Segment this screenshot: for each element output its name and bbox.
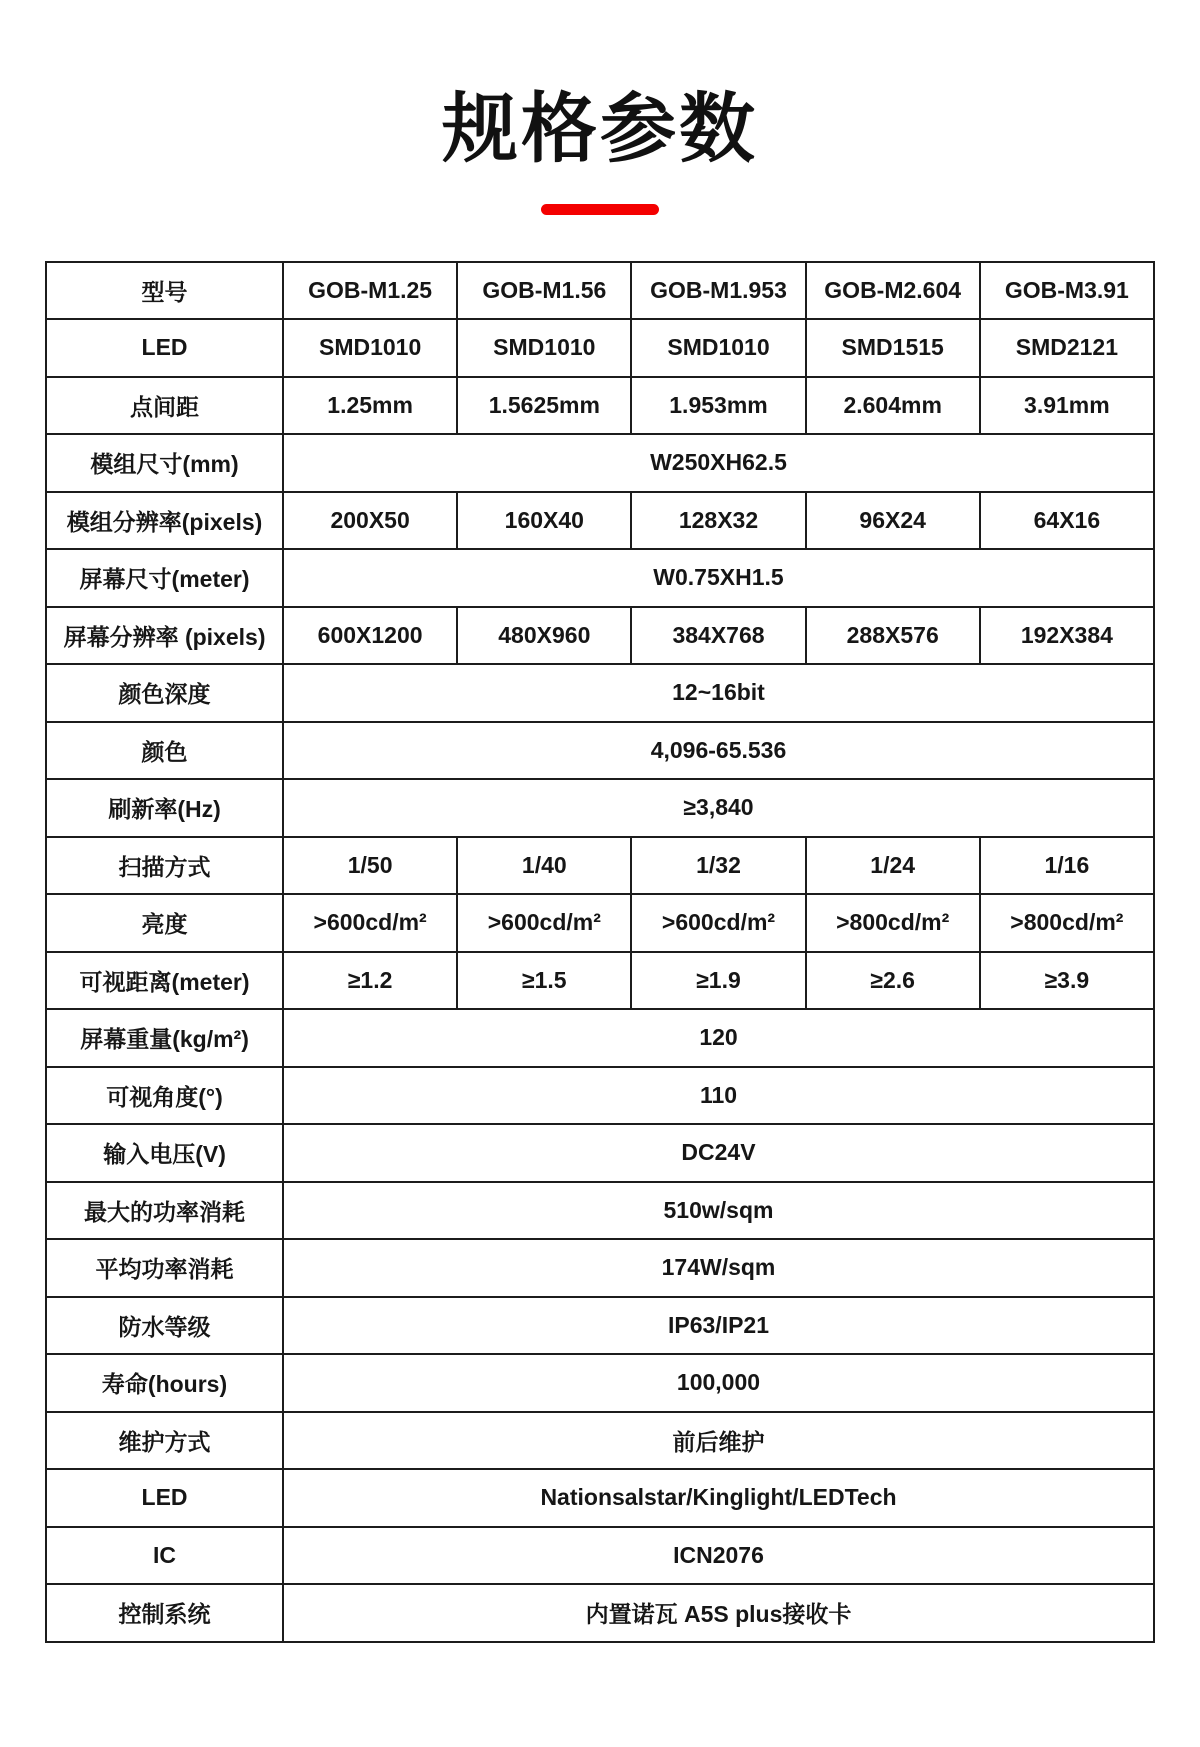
title-underline-bar bbox=[541, 204, 659, 215]
table-row bbox=[46, 952, 1154, 1010]
table-row bbox=[46, 262, 1154, 320]
table-row bbox=[46, 894, 1154, 952]
row-value: 1/32 bbox=[631, 837, 805, 895]
row-value-span: 510w/sqm bbox=[283, 1182, 1154, 1240]
row-value-span: 内置诺瓦 A5S plus接收卡 bbox=[283, 1584, 1154, 1642]
row-label: 颜色深度 bbox=[46, 664, 283, 722]
row-value: >800cd/m² bbox=[806, 894, 980, 952]
row-value: ≥1.5 bbox=[457, 952, 631, 1010]
row-label: 最大的功率消耗 bbox=[46, 1182, 283, 1240]
row-label: 寿命(hours) bbox=[46, 1354, 283, 1412]
row-value: 64X16 bbox=[980, 492, 1154, 550]
row-label: 平均功率消耗 bbox=[46, 1239, 283, 1297]
row-value: 200X50 bbox=[283, 492, 457, 550]
table-row bbox=[46, 319, 1154, 377]
row-label: 维护方式 bbox=[46, 1412, 283, 1470]
row-label: IC bbox=[46, 1527, 283, 1585]
table-row bbox=[46, 1009, 1154, 1067]
row-value: SMD1010 bbox=[631, 319, 805, 377]
row-label: 型号 bbox=[46, 262, 283, 320]
table-row bbox=[46, 1527, 1154, 1585]
row-value-span: 12~16bit bbox=[283, 664, 1154, 722]
row-label: 防水等级 bbox=[46, 1297, 283, 1355]
row-value: ≥1.2 bbox=[283, 952, 457, 1010]
row-label: 模组尺寸(mm) bbox=[46, 434, 283, 492]
row-label: 控制系统 bbox=[46, 1584, 283, 1642]
row-label: 颜色 bbox=[46, 722, 283, 780]
table-row bbox=[46, 779, 1154, 837]
row-value-span: IP63/IP21 bbox=[283, 1297, 1154, 1355]
row-value-span: ≥3,840 bbox=[283, 779, 1154, 837]
row-value-span: 100,000 bbox=[283, 1354, 1154, 1412]
table-row bbox=[46, 1584, 1154, 1642]
row-label: LED bbox=[46, 1469, 283, 1527]
row-value: 192X384 bbox=[980, 607, 1154, 665]
row-value-span: Nationsalstar/Kinglight/LEDTech bbox=[283, 1469, 1154, 1527]
row-value: 1.953mm bbox=[631, 377, 805, 435]
row-value: SMD2121 bbox=[980, 319, 1154, 377]
row-value-span: DC24V bbox=[283, 1124, 1154, 1182]
table-row bbox=[46, 377, 1154, 435]
row-value: 1/24 bbox=[806, 837, 980, 895]
row-value: 384X768 bbox=[631, 607, 805, 665]
row-label: 点间距 bbox=[46, 377, 283, 435]
row-value: >600cd/m² bbox=[457, 894, 631, 952]
row-value: GOB-M2.604 bbox=[806, 262, 980, 320]
row-label: 输入电压(V) bbox=[46, 1124, 283, 1182]
row-value: 288X576 bbox=[806, 607, 980, 665]
spec-table bbox=[45, 261, 1155, 1643]
table-row bbox=[46, 434, 1154, 492]
row-value: 1/16 bbox=[980, 837, 1154, 895]
row-value: GOB-M1.953 bbox=[631, 262, 805, 320]
row-value: 2.604mm bbox=[806, 377, 980, 435]
row-value: GOB-M1.25 bbox=[283, 262, 457, 320]
row-value-span: 4,096-65.536 bbox=[283, 722, 1154, 780]
table-row bbox=[46, 722, 1154, 780]
table-row bbox=[46, 1182, 1154, 1240]
table-row bbox=[46, 1239, 1154, 1297]
row-label: 可视角度(°) bbox=[46, 1067, 283, 1125]
row-value: 1/50 bbox=[283, 837, 457, 895]
row-value: 128X32 bbox=[631, 492, 805, 550]
row-label: 可视距离(meter) bbox=[46, 952, 283, 1010]
row-value: 600X1200 bbox=[283, 607, 457, 665]
table-row bbox=[46, 607, 1154, 665]
row-value: 160X40 bbox=[457, 492, 631, 550]
row-value: 480X960 bbox=[457, 607, 631, 665]
row-value: >600cd/m² bbox=[283, 894, 457, 952]
row-value: SMD1515 bbox=[806, 319, 980, 377]
row-value: ≥2.6 bbox=[806, 952, 980, 1010]
row-value: 1/40 bbox=[457, 837, 631, 895]
row-label: 屏幕分辨率 (pixels) bbox=[46, 607, 283, 665]
table-row bbox=[46, 549, 1154, 607]
row-label: LED bbox=[46, 319, 283, 377]
table-row bbox=[46, 1354, 1154, 1412]
row-label: 刷新率(Hz) bbox=[46, 779, 283, 837]
row-value: SMD1010 bbox=[283, 319, 457, 377]
table-row bbox=[46, 664, 1154, 722]
row-value-span: 174W/sqm bbox=[283, 1239, 1154, 1297]
row-value-span: 120 bbox=[283, 1009, 1154, 1067]
row-value-span: 前后维护 bbox=[283, 1412, 1154, 1470]
row-value: >800cd/m² bbox=[980, 894, 1154, 952]
table-row bbox=[46, 1124, 1154, 1182]
row-value-span: W250XH62.5 bbox=[283, 434, 1154, 492]
row-value: 1.25mm bbox=[283, 377, 457, 435]
table-row bbox=[46, 1412, 1154, 1470]
row-value: GOB-M1.56 bbox=[457, 262, 631, 320]
row-value: 3.91mm bbox=[980, 377, 1154, 435]
row-value: >600cd/m² bbox=[631, 894, 805, 952]
row-value-span: 110 bbox=[283, 1067, 1154, 1125]
row-label: 模组分辨率(pixels) bbox=[46, 492, 283, 550]
table-row bbox=[46, 837, 1154, 895]
row-value: SMD1010 bbox=[457, 319, 631, 377]
row-value: ≥3.9 bbox=[980, 952, 1154, 1010]
table-row bbox=[46, 1297, 1154, 1355]
table-row bbox=[46, 1067, 1154, 1125]
row-value-span: W0.75XH1.5 bbox=[283, 549, 1154, 607]
page-title: 规格参数 bbox=[442, 87, 758, 172]
row-value: 96X24 bbox=[806, 492, 980, 550]
row-label: 扫描方式 bbox=[46, 837, 283, 895]
row-label: 屏幕重量(kg/m²) bbox=[46, 1009, 283, 1067]
row-value: 1.5625mm bbox=[457, 377, 631, 435]
row-value: ≥1.9 bbox=[631, 952, 805, 1010]
row-value-span: ICN2076 bbox=[283, 1527, 1154, 1585]
row-label: 屏幕尺寸(meter) bbox=[46, 549, 283, 607]
row-value: GOB-M3.91 bbox=[980, 262, 1154, 320]
row-label: 亮度 bbox=[46, 894, 283, 952]
table-row bbox=[46, 492, 1154, 550]
table-row bbox=[46, 1469, 1154, 1527]
